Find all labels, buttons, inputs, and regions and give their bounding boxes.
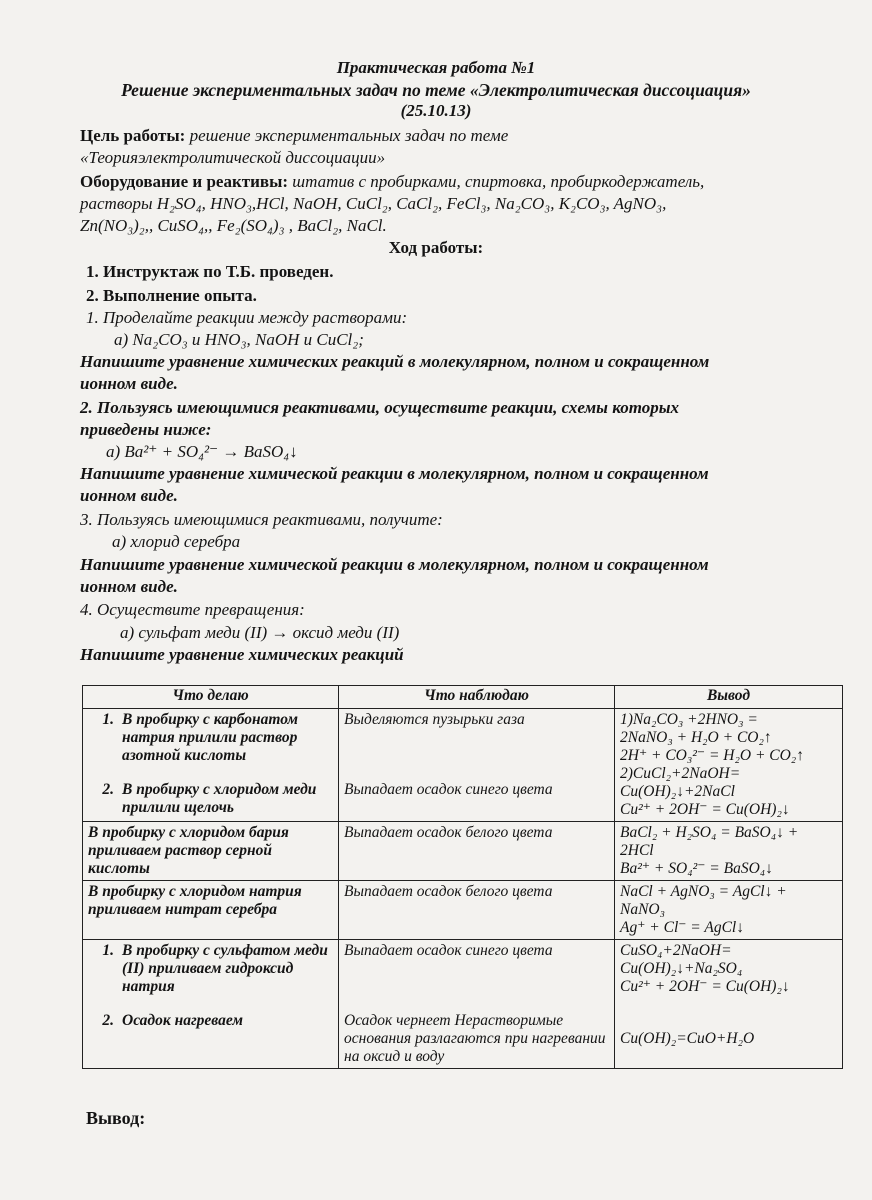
goal-text-2: «Теорияэлектролитической диссоциации» xyxy=(80,148,386,167)
task-3-a: а) хлорид серебра xyxy=(112,532,241,551)
table-cell-do: 1. В пробирку с сульфатом меди (II) приливаем гидроксид натрия 2. Осадок нагреваем xyxy=(83,940,339,1069)
progress-heading: Ход работы: xyxy=(388,238,484,257)
table-cell-do: 1. В пробирку с карбонатом натрия прилили раствор азотной кислоты 2. В пробирку с хлоридом меди прилили щелочь xyxy=(83,709,339,822)
table-header-row xyxy=(83,686,843,709)
task-1-note-1: Напишите уравнение химических реакций в молекулярном, полном и сокращенном xyxy=(80,352,710,371)
task-4-note: Напишите уравнение химических реакций xyxy=(80,645,404,664)
task-4-a: а) сульфат меди (II) → оксид меди (II) xyxy=(120,623,400,642)
equipment-line-1 xyxy=(80,172,704,192)
task-2-note-2: ионном виде. xyxy=(80,486,178,505)
header-what-i-do: Что делаю xyxy=(83,686,339,709)
task-1-a: а) Na₂CO₃ и HNO₃, NaOH и CuCl₂; xyxy=(114,330,364,349)
equipment-label: Оборудование и реактивы: xyxy=(80,172,289,191)
page-subtitle: Решение экспериментальных задач по теме «Электролитическая диссоциация» xyxy=(121,80,751,100)
table-row xyxy=(83,881,843,940)
task-2-title-2: приведены ниже: xyxy=(80,420,212,439)
table-cell-conclusion: BaCl₂ + H₂SO₄ = BaSO₄↓ + 2HCl Ba²⁺ + SO₄²⁻ = BaSO₄↓ xyxy=(615,822,843,881)
table-cell-do: В пробирку с хлоридом натрия приливаем нитрат серебра xyxy=(83,881,339,940)
table-cell-do: В пробирку с хлоридом бария приливаем раствор серной кислоты xyxy=(83,822,339,881)
task-1-title: 1. Проделайте реакции между растворами: xyxy=(86,308,408,327)
table-cell-conclusion: NaCl + AgNO₃ = AgCl↓ + NaNO₃ Ag⁺ + Cl⁻ = AgCl↓ xyxy=(615,881,843,940)
table-cell-observe: Выпадает осадок синего цвета Осадок чернеет Нерастворимые основания разлагаются при нагревании на оксид и воду xyxy=(339,940,615,1069)
task-1-note-2: ионном виде. xyxy=(80,374,178,393)
page-title: Практическая работа №1 xyxy=(336,58,536,77)
task-3-title: 3. Пользуясь имеющимися реактивами, получите: xyxy=(80,510,443,529)
task-2-a: а) Ba²⁺ + SO₄²⁻ → BaSO₄↓ xyxy=(106,442,298,461)
header-conclusion: Вывод xyxy=(615,686,843,709)
page-date: (25.10.13) xyxy=(400,101,472,120)
task-2-note-1: Напишите уравнение химической реакции в молекулярном, полном и сокращенном xyxy=(80,464,709,483)
goal-label: Цель работы: xyxy=(80,126,186,145)
step-2: 2. Выполнение опыта. xyxy=(86,286,257,305)
task-3-note-2: ионном виде. xyxy=(80,577,178,596)
task-3-note-1: Напишите уравнение химической реакции в молекулярном, полном и сокращенном xyxy=(80,555,709,574)
table-cell-observe: Выделяются пузырьки газа Выпадает осадок синего цвета xyxy=(339,709,615,822)
goal-text-1: решение экспериментальных задач по теме xyxy=(189,126,509,145)
table-row xyxy=(83,822,843,881)
table-cell-observe: Выпадает осадок белого цвета xyxy=(339,881,615,940)
equipment-text-3: Zn(NO₃)₂,, CuSO₄,, Fe₂(SO₄)₃ , BaCl₂, NaCl. xyxy=(80,216,387,235)
step-1: 1. Инструктаж по Т.Б. проведен. xyxy=(86,262,334,281)
results-table xyxy=(82,685,843,1069)
table-cell-conclusion: CuSO₄+2NaOH= Cu(OH)₂↓+Na₂SO₄ Cu²⁺ + 2OH⁻ = Cu(OH)₂↓ Cu(OH)₂=CuO+H₂O xyxy=(615,940,843,1069)
task-2-title-1: 2. Пользуясь имеющимися реактивами, осуществите реакции, схемы которых xyxy=(80,398,679,417)
header-what-i-observe: Что наблюдаю xyxy=(339,686,615,709)
equipment-text-2: растворы H₂SO₄, HNO₃,HCl, NaOH, CuCl₂, CaCl₂, FeCl₃, Na₂CO₃, K₂CO₃, AgNO₃, xyxy=(80,194,667,213)
table-cell-conclusion: 1)Na₂CO₃ +2HNO₃ = 2NaNO₃ + H₂O + CO₂↑ 2H⁺ + CO₃²⁻ = H₂O + CO₂↑ 2)CuCl₂+2NaOH= Cu(OH)₂↓+2NaCl Cu²⁺ + 2OH⁻ = Cu(OH)₂↓ xyxy=(615,709,843,822)
table-row xyxy=(83,709,843,822)
equipment-text-1: штатив с пробирками, спиртовка, пробиркодержатель, xyxy=(292,172,705,191)
table-row xyxy=(83,940,843,1069)
final-conclusion-label: Вывод: xyxy=(86,1108,146,1128)
goal-line-1 xyxy=(80,126,508,146)
task-4-title: 4. Осуществите превращения: xyxy=(80,600,305,619)
table-cell-observe: Выпадает осадок белого цвета xyxy=(339,822,615,881)
